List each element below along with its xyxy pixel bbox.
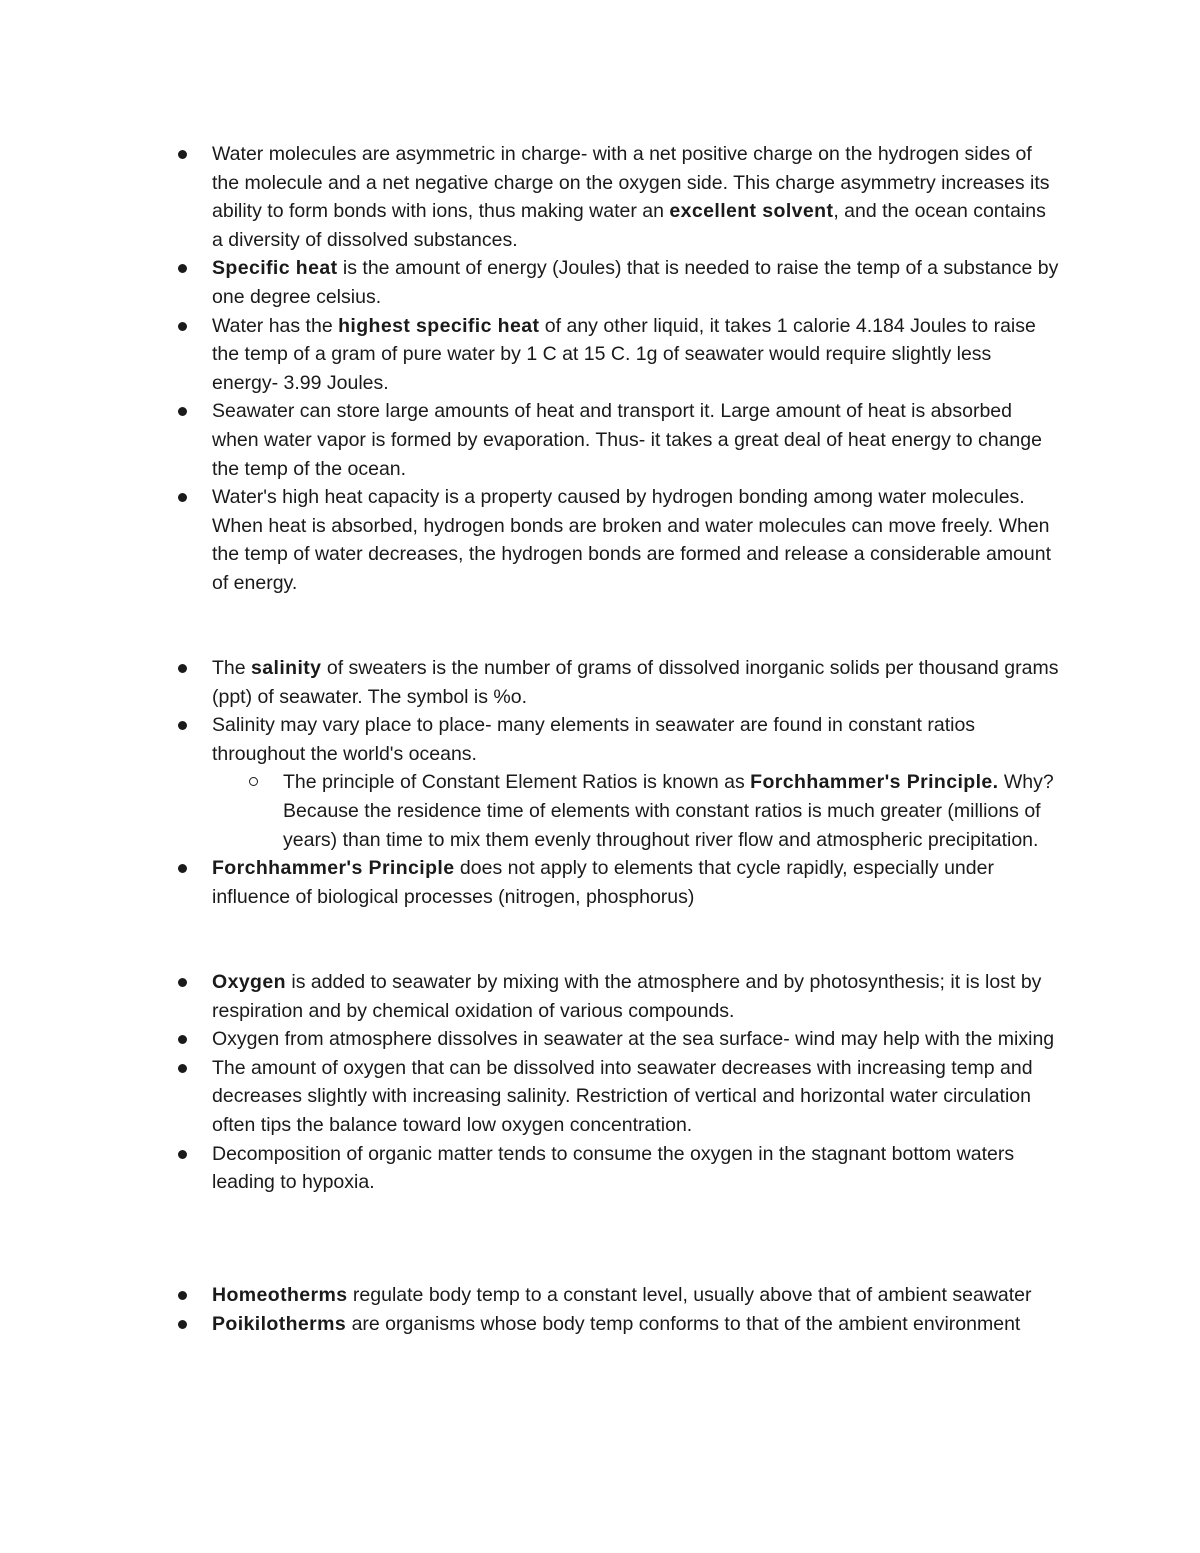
list-item: The amount of oxygen that can be dissolved into seawater decreases with increasing temp and decreases slightly with increasing salinity. Restriction of vertical and horizontal water circulation often tips the balance toward low oxygen concentration.: [0, 1054, 1062, 1140]
bullet-icon: [178, 978, 187, 987]
bullet-icon: [178, 493, 187, 502]
bullet-icon: [178, 1064, 187, 1073]
bullet-list-oxygen: [0, 968, 1200, 1197]
bullet-list-thermoregulation: [0, 1281, 1200, 1338]
hollow-bullet-icon: [249, 777, 258, 786]
bullet-icon: [178, 264, 187, 273]
list-item: Water molecules are asymmetric in charge- with a net positive charge on the hydrogen sides of the molecule and a net negative charge on the oxygen side. This charge asymmetry increases its ability to form bonds with ions, thus making water an excellent solvent, and the ocean contains a diversity of dissolved substances.: [0, 140, 1062, 254]
bullet-icon: [178, 1320, 187, 1329]
bullet-icon: [178, 407, 187, 416]
list-item: Seawater can store large amounts of heat and transport it. Large amount of heat is absorbed when water vapor is formed by evaporation. Thus- it takes a great deal of heat energy to change the temp of the ocean.: [0, 397, 1062, 483]
list-item: Salinity may vary place to place- many elements in seawater are found in constant ratios throughout the world's oceans.: [0, 711, 1062, 768]
bullet-icon: [178, 1291, 187, 1300]
bullet-icon: [178, 864, 187, 873]
list-item: Water's high heat capacity is a property caused by hydrogen bonding among water molecules. When heat is absorbed, hydrogen bonds are broken and water molecules can move freely. When the temp of water decreases, the hydrogen bonds are formed and release a considerable amount of energy.: [0, 483, 1062, 597]
list-item: Forchhammer's Principle does not apply to elements that cycle rapidly, especially under influence of biological processes (nitrogen, phosphorus): [0, 854, 1062, 911]
bullet-icon: [178, 664, 187, 673]
bullet-list-salinity: [0, 654, 1200, 911]
list-item: Homeotherms regulate body temp to a constant level, usually above that of ambient seawater: [0, 1281, 1062, 1310]
list-item: Specific heat is the amount of energy (Joules) that is needed to raise the temp of a substance by one degree celsius.: [0, 254, 1062, 311]
list-item: The salinity of sweaters is the number of grams of dissolved inorganic solids per thousand grams (ppt) of seawater. The symbol is %o.: [0, 654, 1062, 711]
bullet-icon: [178, 1035, 187, 1044]
bullet-icon: [178, 1150, 187, 1159]
list-item: Oxygen is added to seawater by mixing with the atmosphere and by photosynthesis; it is lost by respiration and by chemical oxidation of various compounds.: [0, 968, 1062, 1025]
list-item: Poikilotherms are organisms whose body temp conforms to that of the ambient environment: [0, 1310, 1062, 1339]
bullet-icon: [178, 721, 187, 730]
bullet-icon: [178, 322, 187, 331]
list-item: Oxygen from atmosphere dissolves in seawater at the sea surface- wind may help with the mixing: [0, 1025, 1062, 1054]
bullet-icon: [178, 150, 187, 159]
list-item: Water has the highest specific heat of any other liquid, it takes 1 calorie 4.184 Joules to raise the temp of a gram of pure water by 1 C at 15 C. 1g of seawater would require slightly less energy- 3.99 Joules.: [0, 312, 1062, 398]
sub-list-item: The principle of Constant Element Ratios is known as Forchhammer's Principle. Why? Because the residence time of elements with constant ratios is much greater (millions of years) than time to mix them evenly throughout river flow and atmospheric precipitation.: [0, 768, 1063, 854]
bullet-list-water-properties: [0, 140, 1200, 598]
list-item: Decomposition of organic matter tends to consume the oxygen in the stagnant bottom waters leading to hypoxia.: [0, 1140, 1062, 1197]
